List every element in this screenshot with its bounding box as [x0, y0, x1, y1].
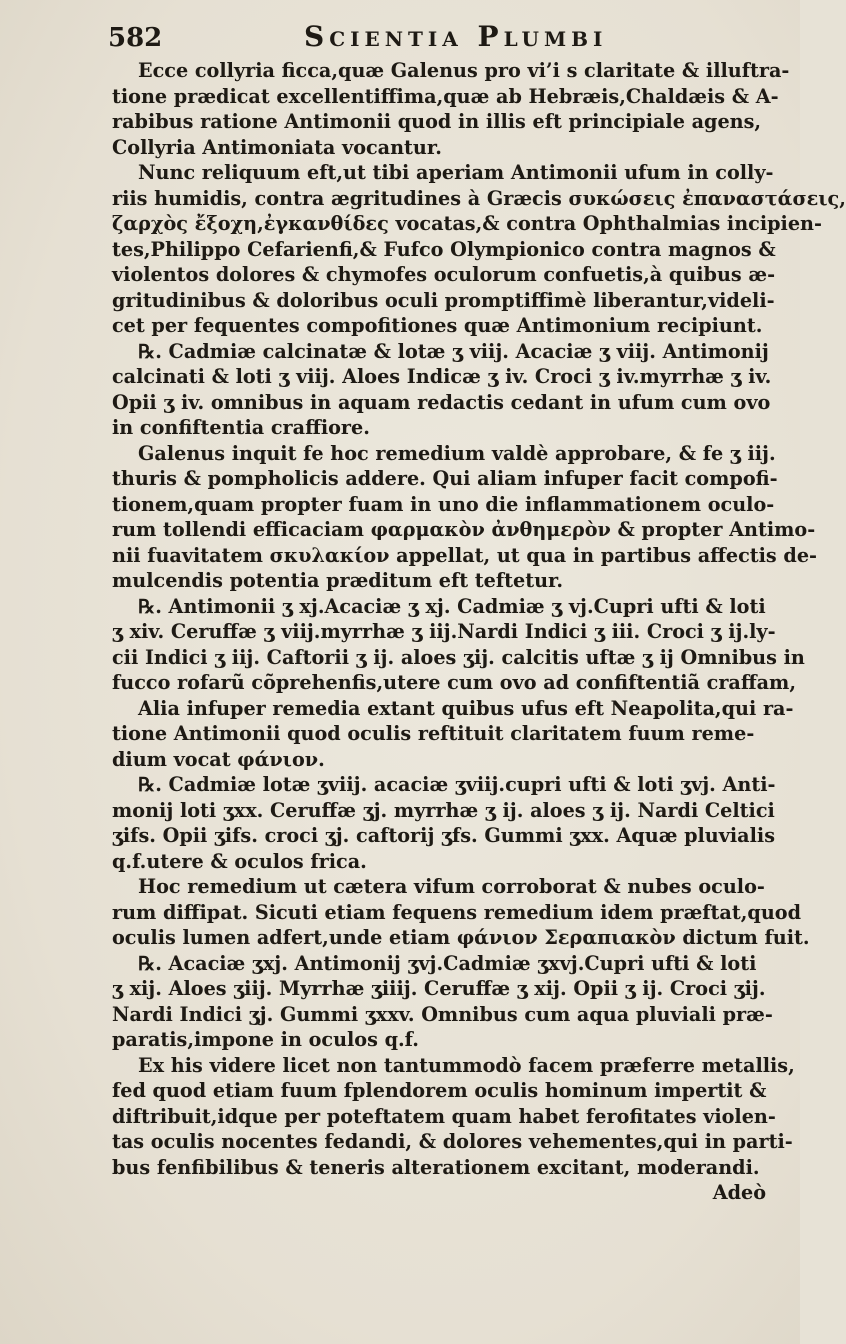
paragraph [112, 1053, 795, 1181]
text-line: ℞. Antimonii ʒ xj.Acaciæ ʒ xj. Cadmiæ ʒ vj.Cupri ufti & loti [138, 594, 766, 618]
text-line: thuris & pompholicis addere. Qui aliam infuper facit compofi- [112, 467, 778, 490]
paragraph [112, 339, 770, 441]
text-line: oculis lumen adfert,unde etiam φάνιον Σεραπιακὸν dictum fuit. [112, 926, 810, 949]
paragraph [112, 160, 846, 339]
paragraph [112, 696, 794, 773]
text-line: Ecce collyria ficca,quæ Galenus pro vi’i s claritate & illuftra- [138, 59, 790, 82]
text-line: bus fenfibilibus & teneris alterationem excitant, moderandi. [112, 1155, 760, 1179]
text-line: diftribuit,idque per poteftatem quam habet ferofitates violen- [112, 1104, 776, 1128]
text-line: cii Indici ʒ iij. Caftorii ʒ ij. aloes ʒij. calcitis uftæ ʒ ij Omnibus in [112, 645, 805, 669]
text-line: violentos dolores & chymofes oculorum confuetis,à quibus æ- [112, 263, 776, 286]
text-line: tione Antimonii quod oculis reftituit claritatem fuum reme- [112, 722, 755, 745]
text-line: monij loti ʒxx. Ceruffæ ʒj. myrrhæ ʒ ij. aloes ʒ ij. Nardi Celtici [112, 798, 775, 822]
text-line: Opii ʒ iv. omnibus in aquam redactis cedant in ufum cum ovo [112, 390, 771, 414]
text-line: paratis,impone in oculos q.f. [112, 1028, 419, 1051]
text-line: calcinati & loti ʒ viij. Aloes Indicæ ʒ iv. Croci ʒ iv.myrrhæ ʒ iv. [112, 365, 772, 388]
text-line: tes,Philippo Cefarienfi,& Fufco Olympionico contra magnos & [112, 237, 776, 261]
paragraph [112, 951, 773, 1053]
text-line: tas oculis nocentes fedandi, & dolores vehementes,qui in parti- [112, 1130, 793, 1153]
text-line: Galenus inquit fe hoc remedium valdè approbare, & fe ʒ iij. [138, 441, 776, 465]
text-line: tione prædicat excellentiffima,quæ ab Hebræis,Chaldæis & A- [112, 84, 779, 108]
text-line: Alia infuper remedia extant quibus ufus eft Neapolita,qui ra- [138, 696, 794, 720]
text-body [112, 58, 846, 1180]
text-line: rum tollendi efficaciam φαρμακὸν ἀνθημερὸν & propter Antimo- [112, 518, 816, 541]
text-line: fed quod etiam fuum fplendorem oculis hominum impertit & [112, 1079, 767, 1102]
text-line: rabibus ratione Antimonii quod in illis eft principiale agens, [112, 110, 762, 133]
text-line: ζαρχὸς ἔξοχη,ἐγκανθίδες vocatas,& contra Ophthalmias incipien- [112, 212, 822, 235]
text-line: riis humidis, contra ægritudines à Græcis συκώσεις ἐπαναστάσεις, [112, 186, 846, 210]
catchword: Adeò [712, 1181, 766, 1204]
paragraph [112, 58, 790, 160]
text-line: ʒ xij. Aloes ʒiij. Myrrhæ ʒiiij. Ceruffæ ʒ xij. Opii ʒ ij. Croci ʒij. [112, 977, 766, 1000]
text-line: in confiftentia craffiore. [112, 416, 370, 439]
page-header [108, 20, 770, 58]
text-line: mulcendis potentia præditum eft teftetur. [112, 569, 564, 592]
text-line: Ex his videre licet non tantummodò facem præferre metallis, [138, 1053, 795, 1077]
text-line: ℞. Cadmiæ lotæ ʒviij. acaciæ ʒviij.cupri ufti & loti ʒvj. Anti- [138, 773, 776, 796]
paragraph [112, 441, 818, 594]
text-line: tionem,quam propter fuam in uno die inflammationem oculo- [112, 492, 775, 516]
paragraph [112, 772, 776, 874]
text-line: ℞. Cadmiæ calcinatæ & lotæ ʒ viij. Acaciæ ʒ viij. Antimonij [138, 339, 769, 363]
text-line: fucco rofarũ cõprehenfis,utere cum ovo ad confiftentiã craffam, [112, 671, 797, 694]
text-line: Nunc reliquum eft,ut tibi aperiam Antimonii ufum in colly- [138, 161, 774, 184]
text-line: q.f.utere & oculos frica. [112, 849, 367, 873]
text-line: ʒifs. Opii ʒifs. croci ʒj. caftorij ʒfs. Gummi ʒxx. Aquæ pluvialis [112, 824, 775, 847]
text-line: Nardi Indici ʒj. Gummi ʒxxv. Omnibus cum aqua pluviali præ- [112, 1002, 773, 1026]
page-number: 582 [108, 23, 163, 53]
text-line: ℞. Acaciæ ʒxj. Antimonij ʒvj.Cadmiæ ʒxvj.Cupri ufti & loti [138, 951, 757, 975]
text-line: Collyria Antimoniata vocantur. [112, 135, 442, 159]
text-line: gritudinibus & doloribus oculi promptiffimè liberantur,videli- [112, 288, 775, 312]
paragraph [112, 594, 805, 696]
text-line: nii fuavitatem σκυλακίον appellat, ut qua in partibus affectis de- [112, 543, 818, 567]
running-head: Scientia Plumbi [304, 20, 608, 53]
text-line: Hoc remedium ut cætera vifum corroborat & nubes oculo- [138, 875, 765, 898]
paragraph [112, 874, 810, 951]
text-line: rum diffipat. Sicuti etiam fequens remedium idem præftat,quod [112, 900, 801, 924]
text-line: cet per fequentes compofitiones quæ Antimonium recipiunt. [112, 314, 763, 337]
text-line: ʒ xiv. Ceruffæ ʒ viij.myrrhæ ʒ iij.Nardi Indici ʒ iii. Croci ʒ ij.ly- [112, 620, 776, 643]
text-line: dium vocat φάνιον. [112, 747, 325, 771]
